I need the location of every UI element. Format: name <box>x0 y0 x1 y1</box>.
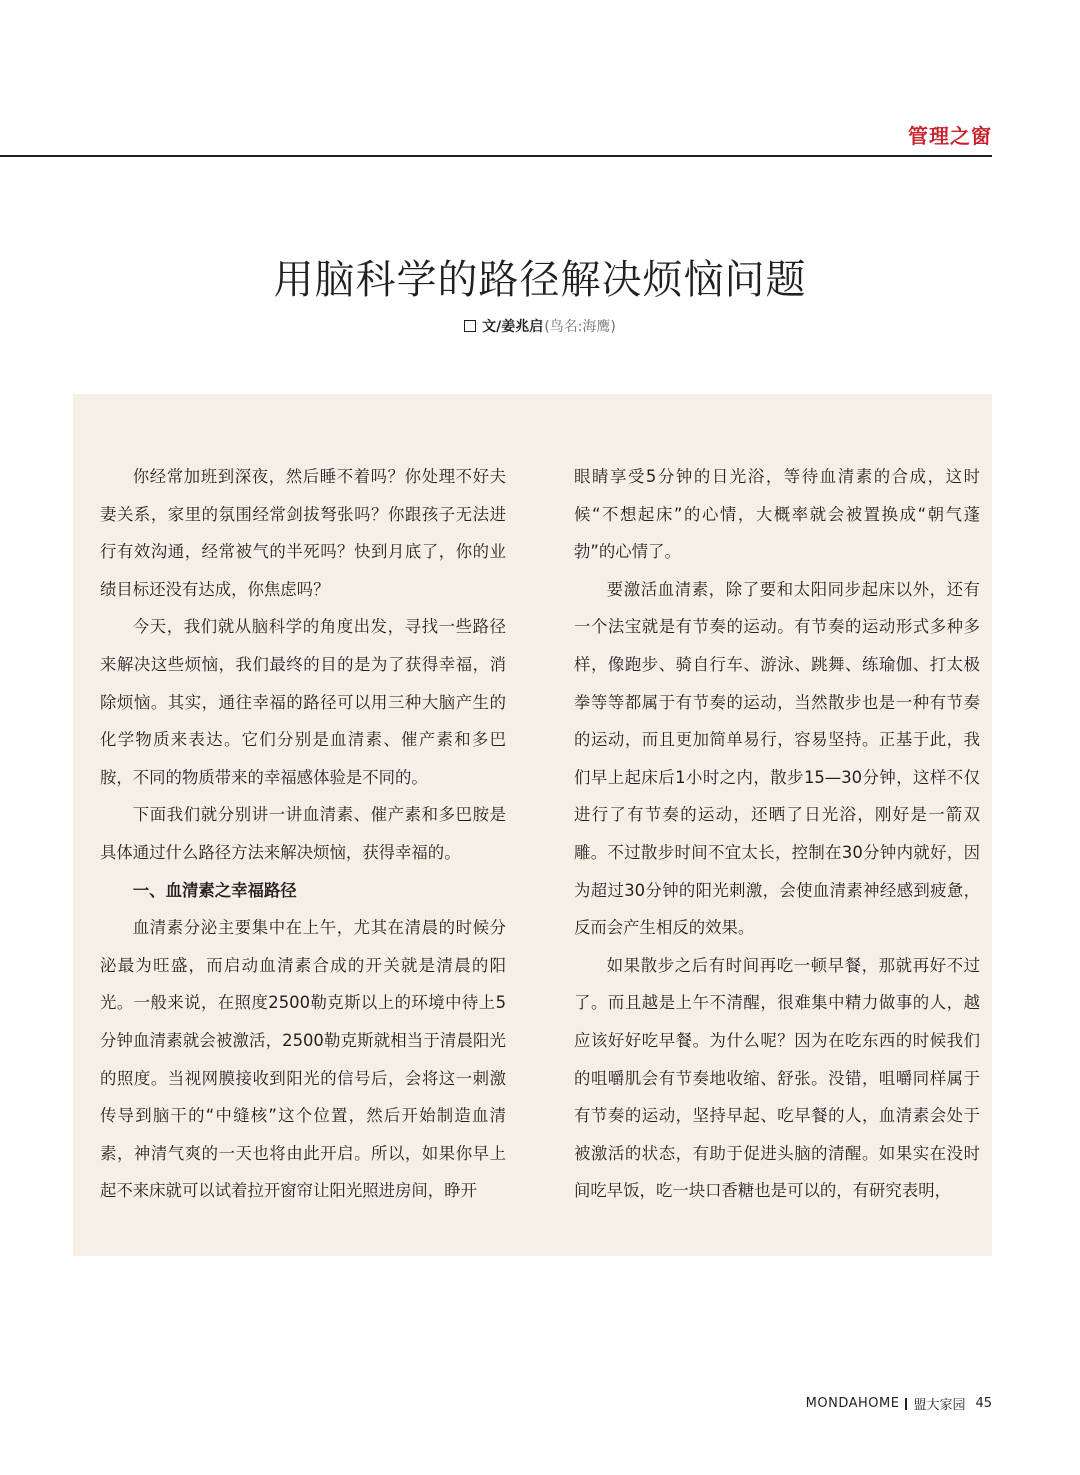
paragraph-continued: 眼睛享受5分钟的日光浴，等待血清素的合成，这时候“不想起床”的心情，大概率就会被置换成“朝气蓬勃”的心情了。 <box>574 467 980 562</box>
footer-brand: MONDAHOME <box>805 1396 900 1411</box>
byline <box>0 316 1080 336</box>
paragraph: 血清素分泌主要集中在上午，尤其在清晨的时候分泌最为旺盛，而启动血清素合成的开关就是清晨的阳光。一般来说，在照度2500勒克斯以上的环境中待上5分钟血清素就会被激活，2500勒克斯就相当于清晨阳光的照度。当视网膜接收到阳光的信号后，会将这一刺激传导到脑干的“中缝核”这个位置，然后开始制造血清素，神清气爽的一天也将由此开启。所以，如果你早上起不来床就可以试着拉开窗帘让阳光照进房间，睁开 <box>100 918 506 1201</box>
right-column <box>574 458 980 1210</box>
footer-brand-cn: 盟大家园 <box>913 1398 966 1413</box>
page-footer <box>806 1394 992 1413</box>
footer-divider <box>905 1398 907 1410</box>
paragraph: 你经常加班到深夜，然后睡不着吗？你处理不好夫妻关系，家里的氛围经常剑拔弩张吗？你跟孩子无法进行有效沟通，经常被气的半死吗？快到月底了，你的业绩目标还没有达成，你焦虑吗？ <box>100 467 506 599</box>
paragraph: 要激活血清素，除了要和太阳同步起床以外，还有一个法宝就是有节奏的运动。有节奏的运动形式多种多样，像跑步、骑自行车、游泳、跳舞、练瑜伽、打太极拳等等都属于有节奏的运动，当然散步也是一种有节奏的运动，而且更加简单易行，容易坚持。正基于此，我们早上起床后1小时之内，散步15—30分钟，这样不仅进行了有节奏的运动，还晒了日光浴，刚好是一箭双雕。不过散步时间不宜太长，控制在30分钟内就好，因为超过30分钟的阳光刺激，会使血清素神经感到疲惫，反而会产生相反的效果。 <box>574 579 980 938</box>
paragraph: 今天，我们就从脑科学的角度出发，寻找一些路径来解决这些烦恼，我们最终的目的是为了获得幸福，消除烦恼。其实，通往幸福的路径可以用三种大脑产生的化学物质来表达。它们分别是血清素、催产素和多巴胺，不同的物质带来的幸福感体验是不同的。 <box>100 617 506 787</box>
paragraph: 如果散步之后有时间再吃一顿早餐，那就再好不过了。而且越是上午不清醒，很难集中精力做事的人，越应该好好吃早餐。为什么呢？因为在吃东西的时候我们的咀嚼肌会有节奏地收缩、舒张。没错，咀嚼同样属于有节奏的运动，坚持早起、吃早餐的人，血清素会处于被激活的状态，有助于促进头脑的清醒。如果实在没时间吃早饭，吃一块口香糖也是可以的，有研究表明， <box>574 955 980 1201</box>
left-column <box>100 458 506 1210</box>
byline-alias: (鸟名:海鹰) <box>544 319 616 335</box>
square-icon <box>464 320 476 332</box>
header-rule <box>0 155 992 157</box>
page-number: 45 <box>975 1396 992 1411</box>
paragraph: 下面我们就分别讲一讲血清素、催产素和多巴胺是具体通过什么路径方法来解决烦恼，获得幸福的。 <box>100 805 506 862</box>
article-title: 用脑科学的路径解决烦恼问题 <box>273 257 807 303</box>
section-tag: 管理之窗 <box>908 124 992 148</box>
byline-author: 文/姜兆启 <box>482 319 544 335</box>
section-heading: 一、血清素之幸福路径 <box>132 880 297 900</box>
